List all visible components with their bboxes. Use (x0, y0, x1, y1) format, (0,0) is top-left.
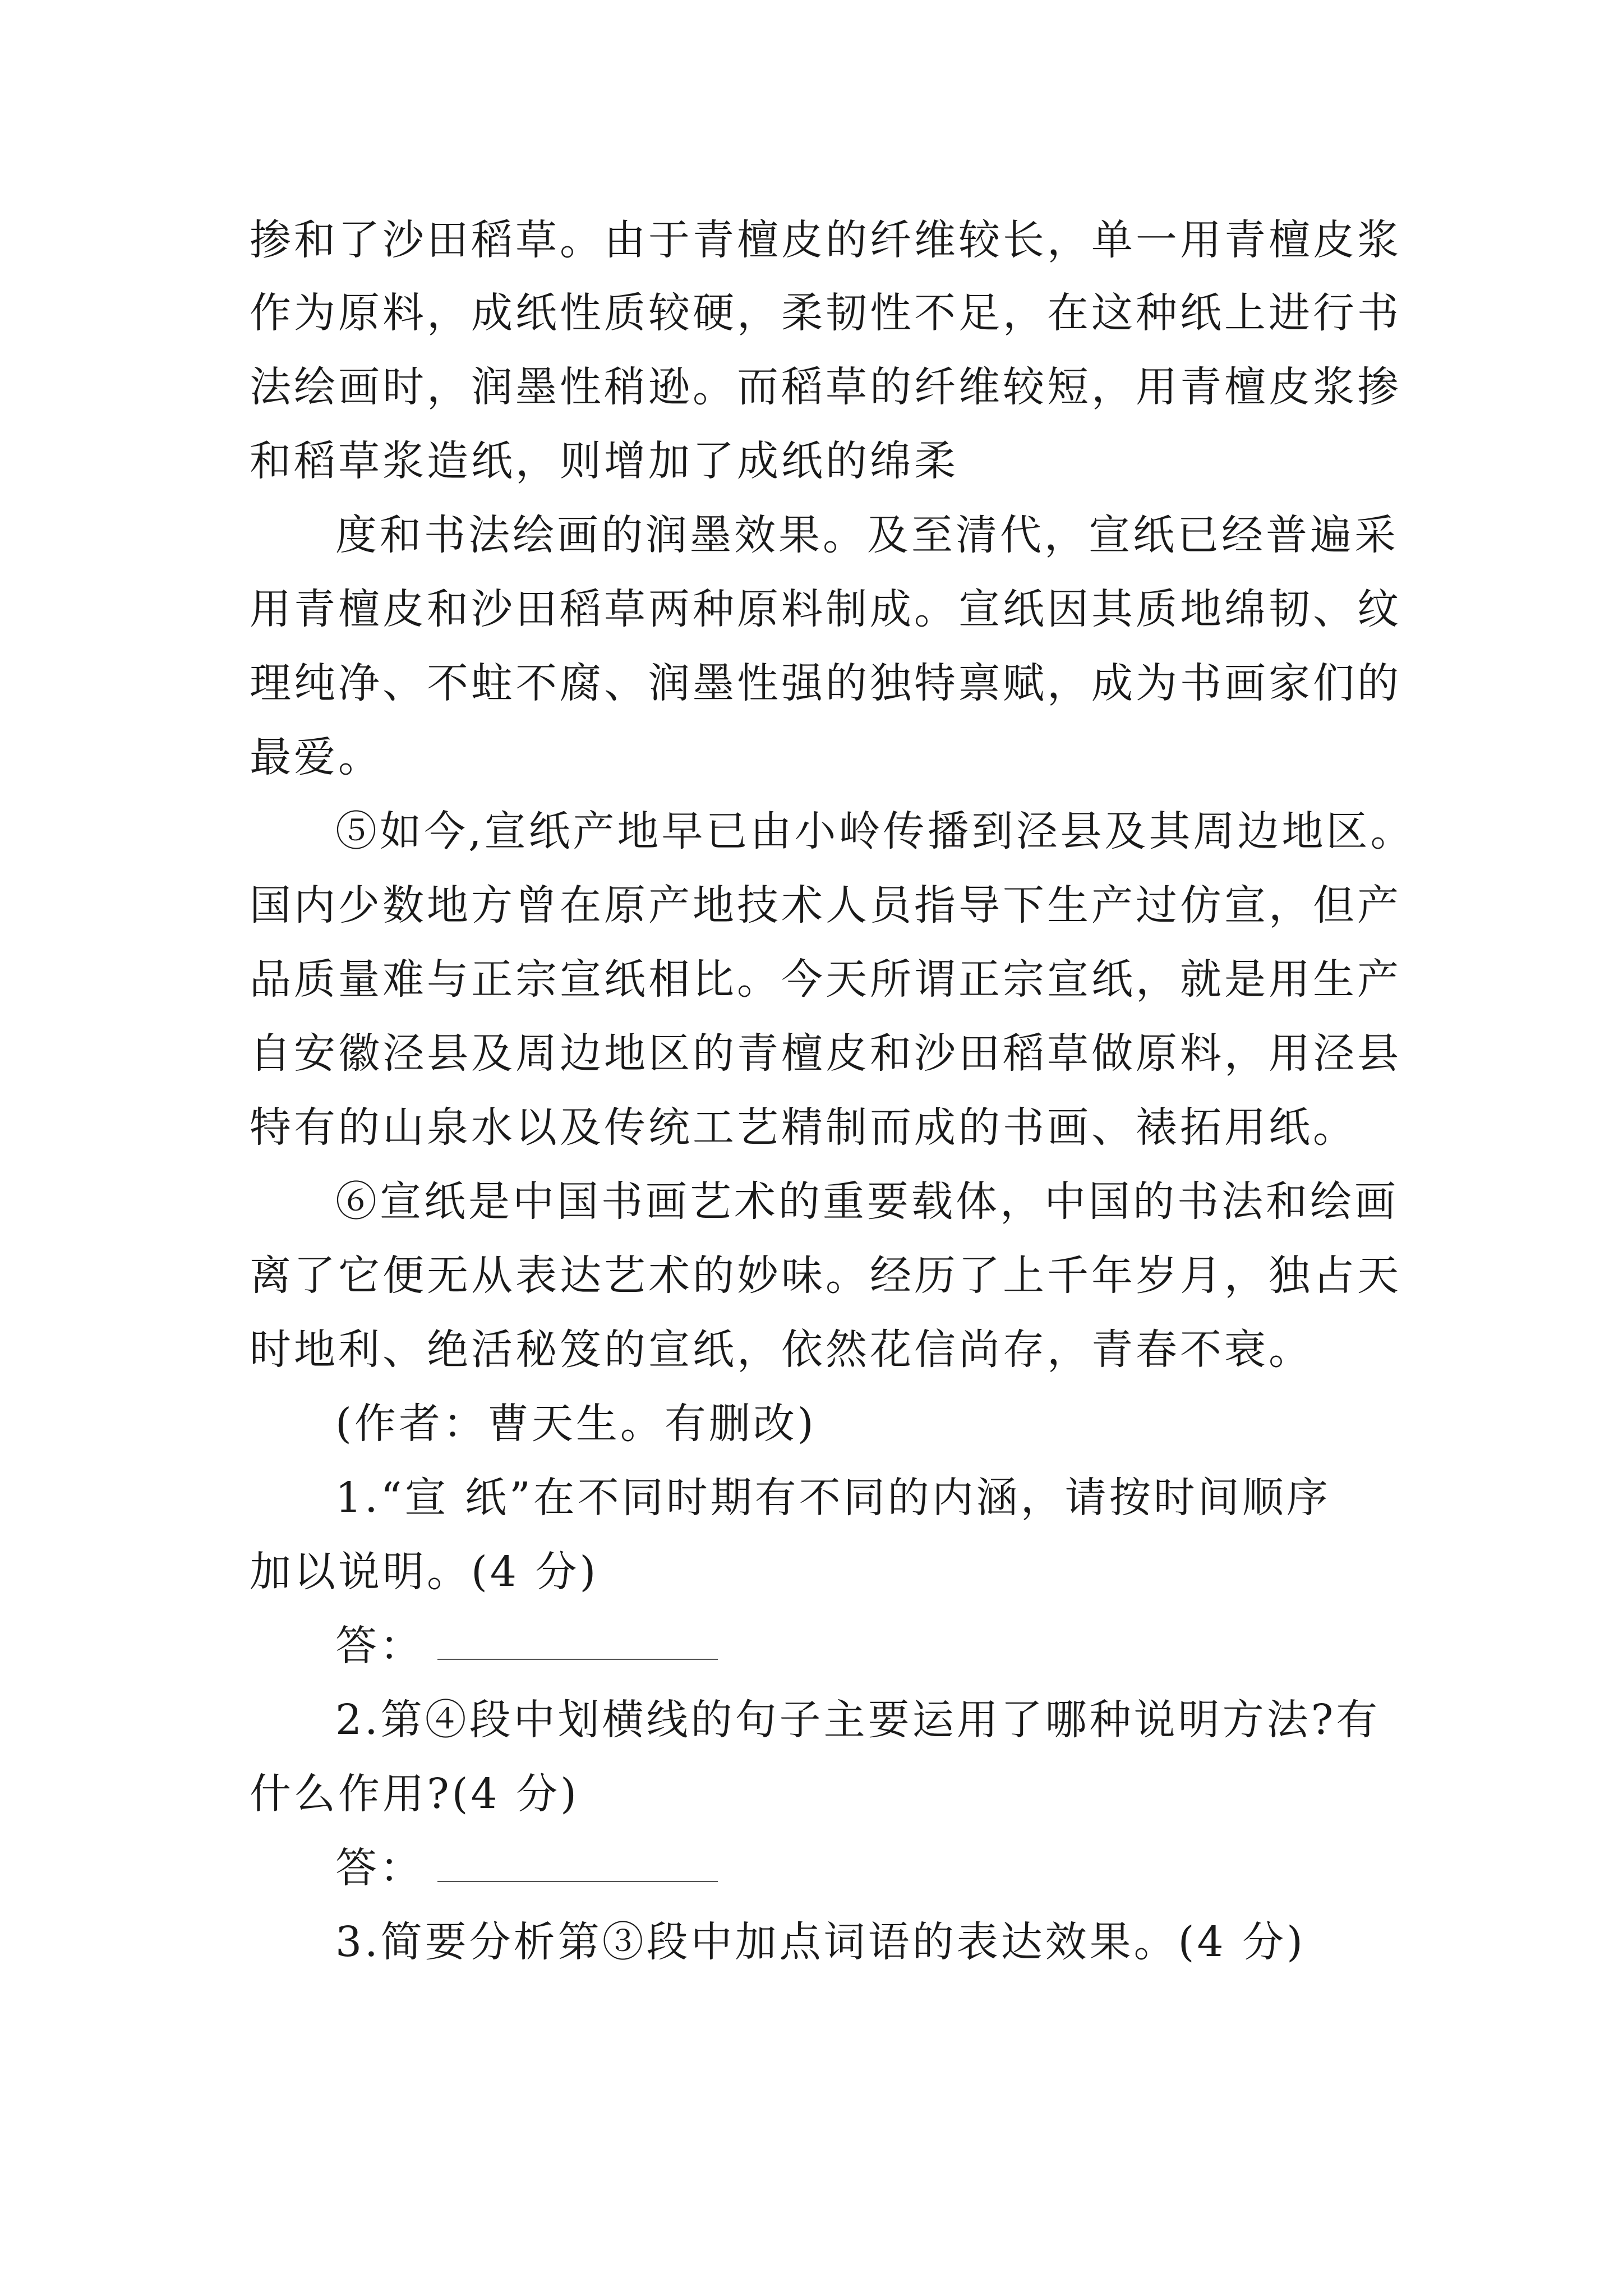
paragraph-line: 理纯净、不蛀不腐、润墨性强的独特禀赋，成为书画家们的 (250, 659, 1401, 707)
question-1-continued: 加以说明。(4 分) (250, 1548, 599, 1596)
answer-row-2 (335, 1840, 718, 1896)
question-2: 2.第④段中划横线的句子主要运用了哪种说明方法?有 (335, 1696, 1381, 1744)
paragraph-line: ⑥宣纸是中国书画艺术的重要载体，中国的书法和绘画 (335, 1177, 1399, 1226)
source-attribution: (作者：曹天生。有删改) (335, 1400, 817, 1448)
answer-row-1 (335, 1618, 718, 1674)
paragraph-line: 国内少数地方曾在原产地技术人员指导下生产过仿宣，但产 (250, 881, 1401, 930)
paragraph-line: ⑤如今,宣纸产地早已由小岭传播到泾县及其周边地区。 (335, 807, 1415, 855)
question-3: 3.简要分析第③段中加点词语的表达效果。(4 分) (335, 1918, 1306, 1966)
paragraph-line: 法绘画时，润墨性稍逊。而稻草的纤维较短，用青檀皮浆掺 (250, 363, 1401, 411)
paragraph-line: 度和书法绘画的润墨效果。及至清代，宣纸已经普遍采 (335, 511, 1399, 559)
answer-blank-2[interactable] (437, 1847, 718, 1882)
paragraph-line: 自安徽泾县及周边地区的青檀皮和沙田稻草做原料，用泾县 (250, 1029, 1401, 1078)
paragraph-line: 作为原料，成纸性质较硬，柔韧性不足，在这种纸上进行书 (250, 289, 1401, 337)
paragraph-line: 和稻草浆造纸，则增加了成纸的绵柔 (250, 437, 958, 485)
answer-label: 答： (335, 1622, 424, 1670)
answer-blank-1[interactable] (437, 1625, 718, 1660)
answer-label: 答： (335, 1844, 424, 1892)
paragraph-line: 时地利、绝活秘笈的宣纸，依然花信尚存，青春不衰。 (250, 1326, 1313, 1374)
question-1: 1.“宣 纸”在不同时期有不同的内涵，请按时间顺序 (335, 1474, 1331, 1522)
paragraph-line: 用青檀皮和沙田稻草两种原料制成。宣纸因其质地绵韧、纹 (250, 585, 1401, 633)
paragraph-line: 掺和了沙田稻草。由于青檀皮的纤维较长，单一用青檀皮浆 (250, 216, 1401, 264)
question-2-continued: 什么作用?(4 分) (250, 1770, 580, 1818)
paragraph-line: 特有的山泉水以及传统工艺精制而成的书画、裱拓用纸。 (250, 1103, 1357, 1152)
paragraph-line: 离了它便无从表达艺术的妙味。经历了上千年岁月，独占天 (250, 1251, 1401, 1300)
paragraph-line: 品质量难与正宗宣纸相比。今天所谓正宗宣纸，就是用生产 (250, 955, 1401, 1004)
paragraph-line: 最爱。 (250, 733, 382, 781)
